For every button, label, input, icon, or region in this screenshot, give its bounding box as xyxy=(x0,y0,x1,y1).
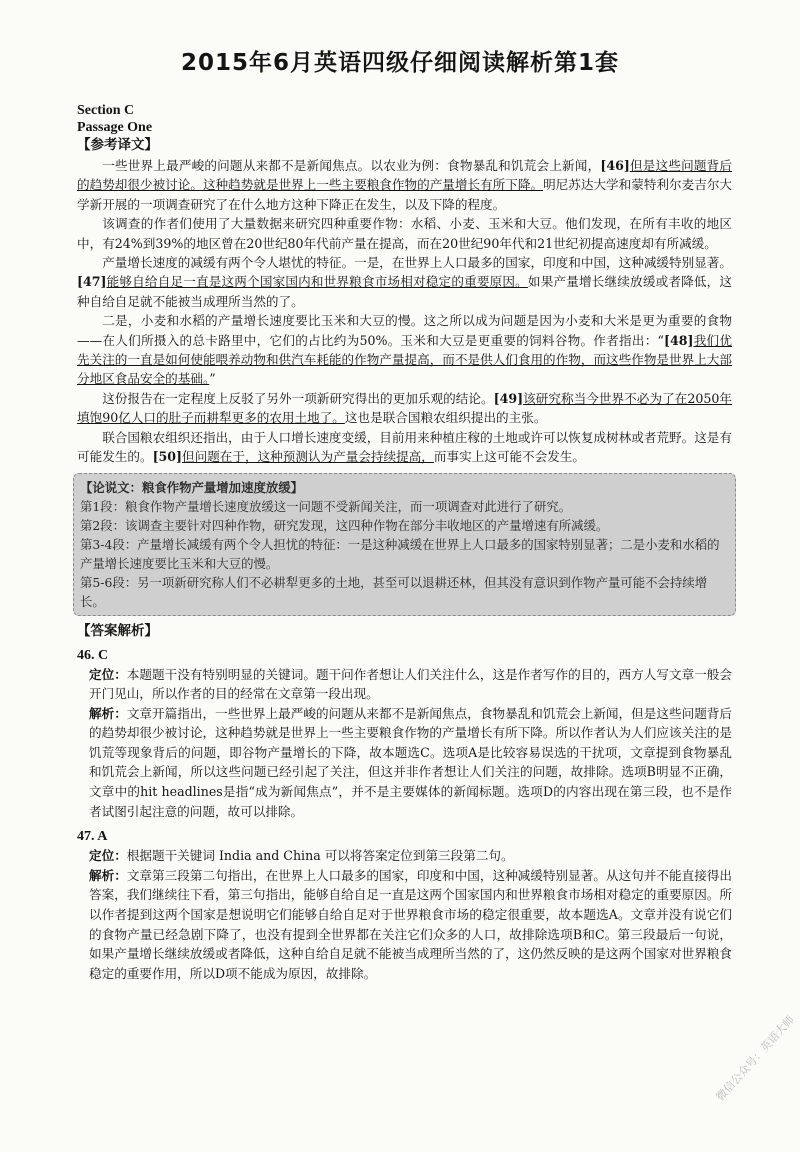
translation-paragraph: 这份报告在一定程度上反驳了另外一项新研究得出的更加乐观的结论。[49]该研究称当今世界不必为了在2050年填饱90亿人口的肚子而耕犁更多的农用土地了。这也是联合国粮农组织提出的主张。 xyxy=(77,390,733,426)
underlined-sentence: 但是这些问题背后的趋势却很少被讨论。这种趋势就是世界上一些主要粮食作物的产量增长有所下降。 xyxy=(77,158,733,193)
page-title: 2015年6月英语四级仔细阅读解析第1套 xyxy=(180,50,620,76)
answer-46 xyxy=(77,646,732,822)
translation-paragraph: 产量增长速度的减缓有两个令人堪忧的特征。一是，在世界上人口最多的国家，印度和中国，这种减缓特别显著。[47]能够自给自足一直是这两个国家国内和世界粮食市场相对稳定的重要原因。如果产量增长继续放缓或者降低，这种自给自足就不能被当成理所当然的了。 xyxy=(77,255,733,309)
question-marker: [48] xyxy=(664,332,694,348)
passage-heading: Passage One xyxy=(77,120,153,135)
answer-explanation: 解析：文章第三段第二句指出，在世界上人口最多的国家，印度和中国，这种减缓特别显著。从这句并不能直接得出答案，我们继续往下看，第三句指出，能够自给自足一直是这两个国家国内和世界粮食市场相对稳定的重要原因。所以作者提到这两个国家是想说明它们能够自给自足对于世界粮食市场的稳定很重要，故本题选A。文章并没有说它们的食物产量已经急剧下降了，也没有提到全世界都在关注它们众多的人口，故排除选项B和C。第三段最后一句说，如果产量增长继续放缓或者降低，这种自给自足就不能被当成理所当然的了，这仍然反映的是这两个国家对世界粮食稳定的重要作用，所以D项不能成为原因，故排除。 xyxy=(89,867,733,981)
answer-number: 46. C xyxy=(77,647,109,663)
content-area xyxy=(77,102,732,983)
underlined-sentence: 我们优先关注的一直是如何使能喂养动物和供汽车耗能的作物产量提高，而不是供人们食用的作物，而这些作物是世界上大部分地区食品安全的基础。 xyxy=(77,332,733,387)
summary-line: 第1段：粮食作物产量增长速度放缓这一问题不受新闻关注，而一项调查对此进行了研究。 xyxy=(80,498,572,514)
translation-paragraph: 二是，小麦和水稻的产量增长速度要比玉米和大豆的慢。这之所以成为问题是因为小麦和大米是更为重要的食物——在人们所摄入的总卡路里中，它们的占比约为50%。玉米和大豆是更重要的饲料谷物。作者指出：“[48]我们优先关注的一直是如何使能喂养动物和供汽车耗能的作物产量提高，而不是供人们食用的作物，而这些作物是世界上大部分地区食品安全的基础。” xyxy=(77,313,733,387)
answer-47 xyxy=(77,827,732,983)
translation-heading: 【参考译文】 xyxy=(77,137,158,153)
question-marker: [49] xyxy=(493,390,524,406)
summary-box xyxy=(73,473,736,616)
translation-paragraph: 该调查的作者们使用了大量数据来研究四种重要作物：水稻、小麦、玉米和大豆。他们发现，在所有丰收的地区中，有24%到39%的地区曾在20世纪80年代前产量在提高，而在20世纪90年代和21世纪初提高速度却有所减缓。 xyxy=(77,216,732,251)
analysis-heading: 【答案解析】 xyxy=(77,622,158,639)
summary-line: 第2段：该调查主要针对四种作物，研究发现，这四种作物在部分丰收地区的产量增速有所减缓。 xyxy=(80,517,609,533)
summary-line: 第5-6段：另一项新研究称人们不必耕犁更多的土地，甚至可以退耕还林，但其没有意识到作物产量可能不会持续增长。 xyxy=(80,574,708,609)
section-heading: Section C xyxy=(77,103,135,118)
underlined-sentence: 但问题在于，这种预测认为产量会持续提高， xyxy=(182,449,434,465)
summary-line: 第3-4段：产量增长减缓有两个令人担忧的特征：一是这种减缓在世界上人口最多的国家特别显著；二是小麦和水稻的产量增长速度要比玉米和大豆的慢。 xyxy=(80,536,720,571)
summary-title: 【论说文：粮食作物产量增加速度放缓】 xyxy=(80,479,304,495)
watermark: 微信公众号：英语大师 xyxy=(713,1013,798,1104)
question-marker: [50] xyxy=(152,449,183,465)
question-marker: [47] xyxy=(77,274,107,290)
answer-explanation: 解析：文章开篇指出，一些世界上最严峻的问题从来都不是新闻焦点，食物暴乱和饥荒会上新闻，但是这些问题背后的趋势却很少被讨论，这种趋势就是世界上一些主要粮食作物的产量增长有所下降。所以作者认为人们应该关注的是饥荒等现象背后的问题，即谷物产量增长的下降，故本题选C。选项A是比较容易误选的干扰项，文章提到食物暴乱和饥荒会上新闻，所以这些问题已经引起了关注，但这并非作者想让人们关注的问题，故排除。选项B明显不正确，文章中的hit headlines是指“成为新闻焦点”，并不是主要媒体的新闻标题。选项D的内容出现在第三段，也不是作者试图引起注意的问题，故可以排除。 xyxy=(89,705,733,819)
question-marker: [46] xyxy=(600,158,630,173)
answer-locate: 定位：本题题干没有特别明显的关键词。题干问作者想让人们关注什么，这是作者写作的目的，西方人写文章一般会开门见山，所以作者的目的经常在文章第一段出现。 xyxy=(89,666,733,702)
answer-locate: 定位：根据题干关键词 India and China 可以将答案定位到第三段第二句。 xyxy=(89,848,514,864)
translation-paragraph: 联合国粮农组织还指出，由于人口增长速度变缓，目前用来种植庄稼的土地或许可以恢复成树林或者荒野。这是有可能发生的。[50]但问题在于，这种预测认为产量会持续提高，而事实上这可能不会发生。 xyxy=(77,429,732,465)
answer-number: 47. A xyxy=(77,829,108,845)
translation-paragraph: 一些世界上最严峻的问题从来都不是新闻焦点。以农业为例：食物暴乱和饥荒会上新闻，[46]但是这些问题背后的趋势却很少被讨论。这种趋势就是世界上一些主要粮食作物的产量增长有所下降。明尼苏达大学和蒙特利尔麦吉尔大学新开展的一项调查研究了在什么地方这种下降正在发生，以及下降的程度。 xyxy=(77,158,733,212)
translation-block xyxy=(77,156,732,467)
underlined-sentence: 能够自给自足一直是这两个国家国内和世界粮食市场相对稳定的重要原因。 xyxy=(106,274,528,290)
underlined-sentence: 该研究称当今世界不必为了在2050年填饱90亿人口的肚子而耕犁更多的农用土地了。 xyxy=(77,390,733,426)
